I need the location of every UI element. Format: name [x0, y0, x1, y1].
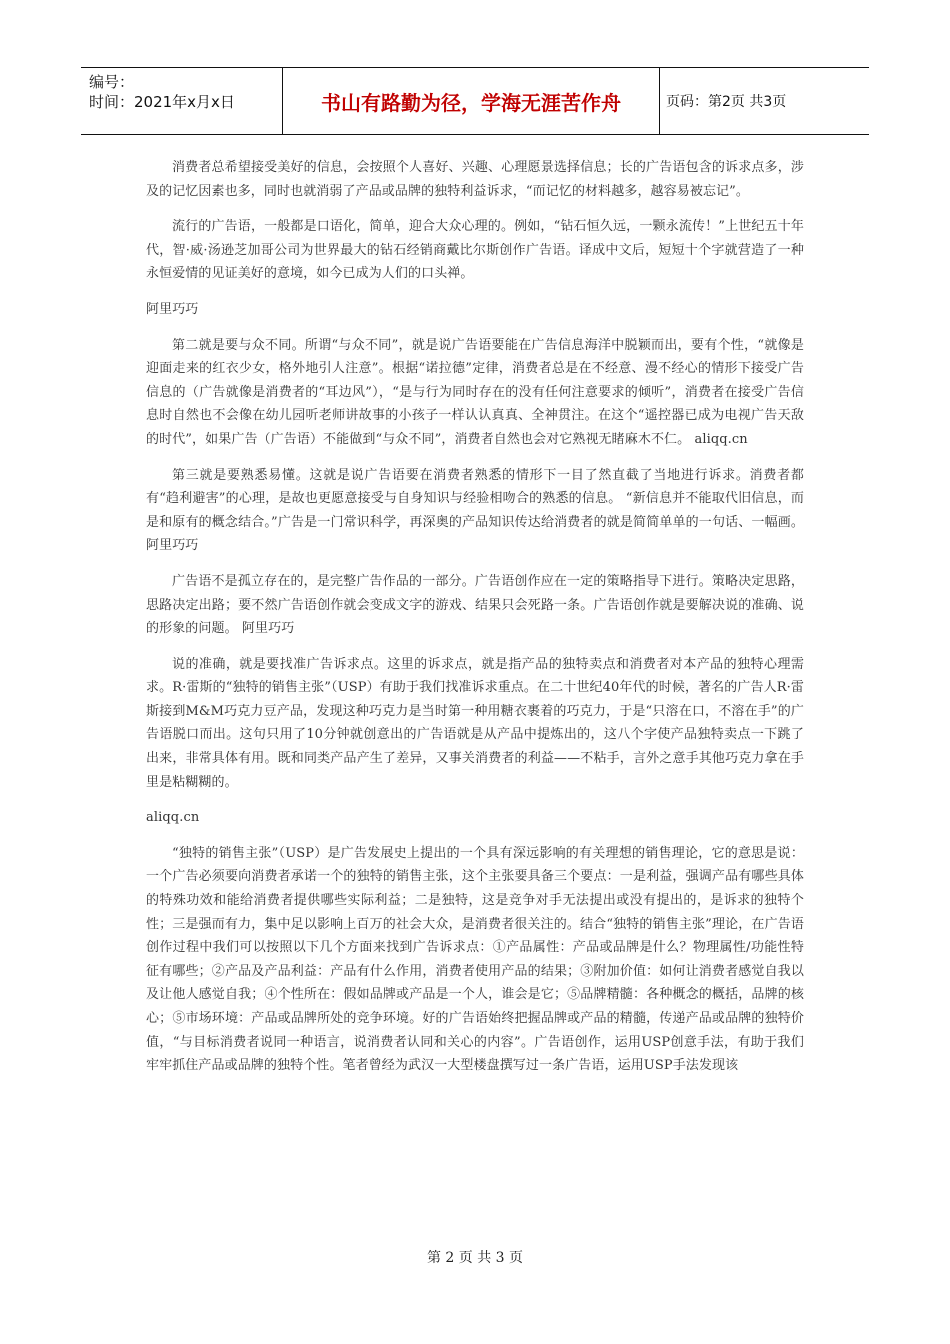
- header-motto: 书山有路勤为径，学海无涯苦作舟: [283, 68, 660, 134]
- paragraph: 消费者总希望接受美好的信息，会按照个人喜好、兴趣、心理愿景选择信息；长的广告语包含的诉求点多，涉及的记忆因素也多，同时也就消弱了产品或品牌的独特利益诉求，“而记忆的材料越多，越容易被忘记”。: [146, 160, 804, 199]
- paragraph: “独特的销售主张”（USP）是广告发展史上提出的一个具有深远影响的有关理想的销售理论，它的意思是说：一个广告必须要向消费者承诺一个的独特的销售主张，这个主张要具备三个要点：一是利益，强调产品有哪些具体的特殊功效和能给消费者提供哪些实际利益；二是独特，这是竞争对手无法提出或没有提出的，是诉求的独特个性；三是强而有力，集中足以影响上百万的社会大众，是消费者很关注的。结合“独特的销售主张”理论，在广告语创作过程中我们可以按照以下几个方面来找到广告诉求点：①产品属性：产品或品牌是什么？物理属性/功能性特征有哪些；②产品及产品利益：产品有什么作用，消费者使用产品的结果；③附加价值：如何让消费者感觉自我以及让他人感觉自我；④个性所在：假如品牌或产品是一个人，谁会是它；⑤品牌精髓：各种概念的概括，品牌的核心；⑤市场环境：产品或品牌所处的竞争环境。好的广告语始终把握品牌或产品的精髓，传递产品或品牌的独特价值，“与目标消费者说同一种语言，说消费者认同和关心的内容”。广告语创作，运用USP创意手法，有助于我们牢牢抓住产品或品牌的独特个性。笔者曾经为武汉一大型楼盘撰写过一条广告语，运用USP手法发现该: [146, 845, 804, 1074]
- document-body: [146, 156, 804, 1090]
- paragraph: 说的准确，就是要找准广告诉求点。这里的诉求点，就是指产品的独特卖点和消费者对本产品的独特心理需求。R·雷斯的“独特的销售主张”（USP）有助于我们找准诉求重点。在二十世纪40年代的时候，著名的广告人R·雷斯接到M&M巧克力豆产品，发现这种巧克力是当时第一种用糖衣裹着的巧克力，于是“只溶在口，不溶在手”的广告语脱口而出。这句只用了10分钟就创意出的广告语就是从产品中提炼出的，这八个字使产品独特卖点一下跳了出来，非常具体有用。既和同类产品产生了差异，又事关消费者的利益——不粘手，言外之意手其他巧克力拿在手里是粘糊糊的。: [146, 656, 804, 790]
- paragraph: 广告语不是孤立存在的，是完整广告作品的一部分。广告语创作应在一定的策略指导下进行。策略决定思路，思路决定出路；要不然广告语创作就会变成文字的游戏、结果只会死路一条。广告语创作就是要解决说的准确、说的形象的问题。 阿里巧巧: [146, 573, 804, 637]
- page-footer: 第 2 页 共 3 页: [426, 1250, 524, 1266]
- paragraph: 第二就是要与众不同。所谓“与众不同”，就是说广告语要能在广告信息海洋中脱颖而出，要有个性，“就像是迎面走来的红衣少女，格外地引人注意”。根据“诺拉德”定律，消费者总是在不经意、漫不经心的情形下接受广告信息的（广告就像是消费者的“耳边风”），“是与行为同时存在的没有任何注意要求的倾听”，消费者在接受广告信息时自然也不会像在幼儿园听老师讲故事的小孩子一样认认真真、全神贯注。在这个“遥控器已成为电视广告天敌的时代”，如果广告（广告语）不能做到“与众不同”，消费者自然也会对它熟视无睹麻木不仁。 aliqq.cn: [146, 337, 804, 447]
- page-header: [81, 67, 869, 135]
- paragraph-tag: 阿里巧巧: [146, 301, 199, 317]
- header-page-label: 页码：第2页 共3页: [666, 94, 787, 110]
- document-time-label: 时间：2021年x月x日: [89, 93, 235, 111]
- header-meta: [81, 68, 283, 134]
- paragraph: 第三就是要熟悉易懂。这就是说广告语要在消费者熟悉的情形下一目了然直截了当地进行诉求。消费者都有“趋利避害”的心理，是故也更愿意接受与自身知识与经验相吻合的熟悉的信息。 “新信息并不能取代旧信息，而是和原有的概念结合。”广告是一门常识科学，再深奥的产品知识传达给消费者的就是简简单单的一句话、一幅画。 阿里巧巧: [146, 467, 804, 554]
- document-number-label: 编号：: [89, 73, 135, 91]
- paragraph: 流行的广告语，一般都是口语化，简单，迎合大众心理的。例如，“钻石恒久远，一颗永流传！”上世纪五十年代，智·威·汤逊芝加哥公司为世界最大的钻石经销商戴比尔斯创作广告语。译成中文后，短短十个字就营造了一种永恒爱情的见证美好的意境，如今已成为人们的口头禅。: [146, 219, 804, 282]
- paragraph-tag: aliqq.cn: [146, 810, 200, 826]
